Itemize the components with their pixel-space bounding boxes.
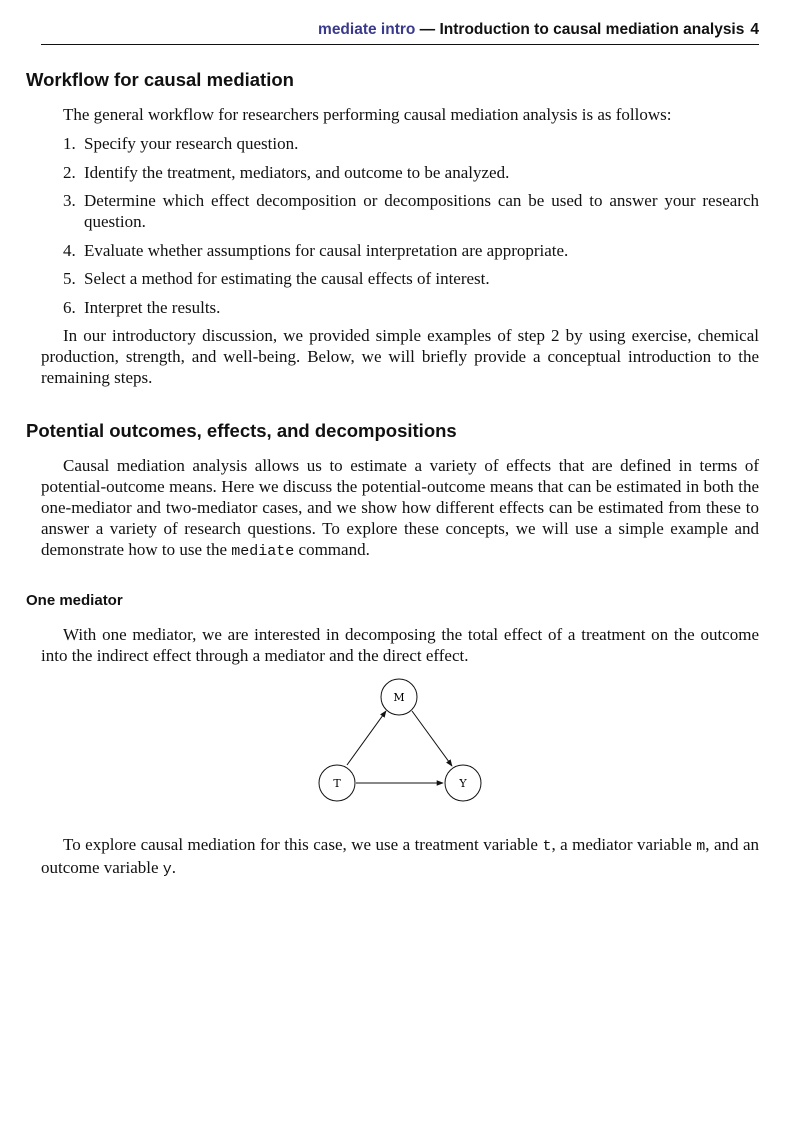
step-number: 1.	[63, 134, 76, 153]
node-mediator	[381, 679, 417, 715]
closing-text: To explore causal mediation for this case, we use a treatment variable	[63, 835, 543, 854]
section-heading-workflow: Workflow for causal mediation	[26, 69, 294, 90]
page-number: 4	[750, 21, 759, 38]
variable-y: y	[162, 861, 172, 878]
step-text: Specify your research question.	[84, 134, 299, 153]
step-number: 2.	[63, 162, 76, 182]
list-item	[41, 190, 759, 232]
workflow-steps	[41, 133, 759, 325]
node-outcome	[445, 765, 481, 801]
potential-outcomes-paragraph	[41, 455, 759, 562]
node-label-outcome: Y	[459, 777, 467, 790]
entry-title: — Introduction to causal mediation analysis	[415, 21, 745, 38]
list-item	[41, 297, 759, 318]
workflow-closing: In our introductory discussion, we provided simple examples of step 2 by using exercise, chemical production, strength, and well-being. Below, we will briefly provide a conceptual introduction to the remaining steps.	[41, 326, 759, 387]
header-rule	[41, 44, 759, 45]
step-text: Determine which effect decomposition or decompositions can be used to answer your research question.	[84, 191, 759, 231]
step-text: Identify the treatment, mediators, and outcome to be analyzed.	[84, 162, 510, 182]
node-label-treatment: T	[333, 777, 341, 790]
mediation-diagram	[41, 676, 759, 806]
variable-m: m	[696, 838, 706, 855]
arrow-t-to-m	[347, 711, 386, 765]
section-heading-potential-outcomes: Potential outcomes, effects, and decompositions	[26, 420, 457, 441]
step-text: Interpret the results.	[84, 297, 221, 317]
step-number: 5.	[63, 269, 76, 288]
subsection-heading-one-mediator: One mediator	[26, 592, 123, 609]
command-name: mediate	[231, 543, 295, 560]
arrow-m-to-y	[412, 711, 452, 766]
workflow-intro: The general workflow for researchers performing causal mediation analysis is as follows:	[63, 105, 672, 124]
closing-text: , a mediator variable	[551, 835, 697, 854]
one-mediator-paragraph: With one mediator, we are interested in decomposing the total effect of a treatment on the outcome into the indirect effect through a mediator and the direct effect.	[41, 625, 759, 665]
node-label-mediator: M	[393, 691, 405, 704]
list-item	[41, 240, 759, 261]
entry-name: mediate intro	[318, 21, 416, 38]
list-item	[41, 133, 759, 154]
list-item	[41, 162, 759, 183]
one-mediator-closing	[41, 834, 759, 880]
paragraph-text: Causal mediation analysis allows us to estimate a variety of effects that are defined in terms of potential-outcome means. Here we discuss the potential-outcome means that can be estimated in both the one-mediator and two-mediator cases, and we show how different effects can be estimated from these to answer a variety of research questions. To explore these concepts, we will use a simple example and demonstrate how to use the	[41, 456, 759, 559]
variable-t: t	[542, 838, 552, 855]
closing-text: , and an outcome variable	[41, 835, 759, 877]
node-treatment	[319, 765, 355, 801]
step-text: Evaluate whether assumptions for causal interpretation are appropriate.	[84, 240, 569, 260]
paragraph-text-end: command.	[294, 540, 370, 559]
step-number: 3.	[63, 191, 76, 210]
list-item	[41, 268, 759, 289]
step-number: 4.	[63, 240, 76, 260]
closing-text: .	[171, 858, 177, 877]
step-text: Select a method for estimating the causal effects of interest.	[84, 269, 490, 288]
step-number: 6.	[63, 297, 76, 317]
running-head	[41, 21, 759, 39]
